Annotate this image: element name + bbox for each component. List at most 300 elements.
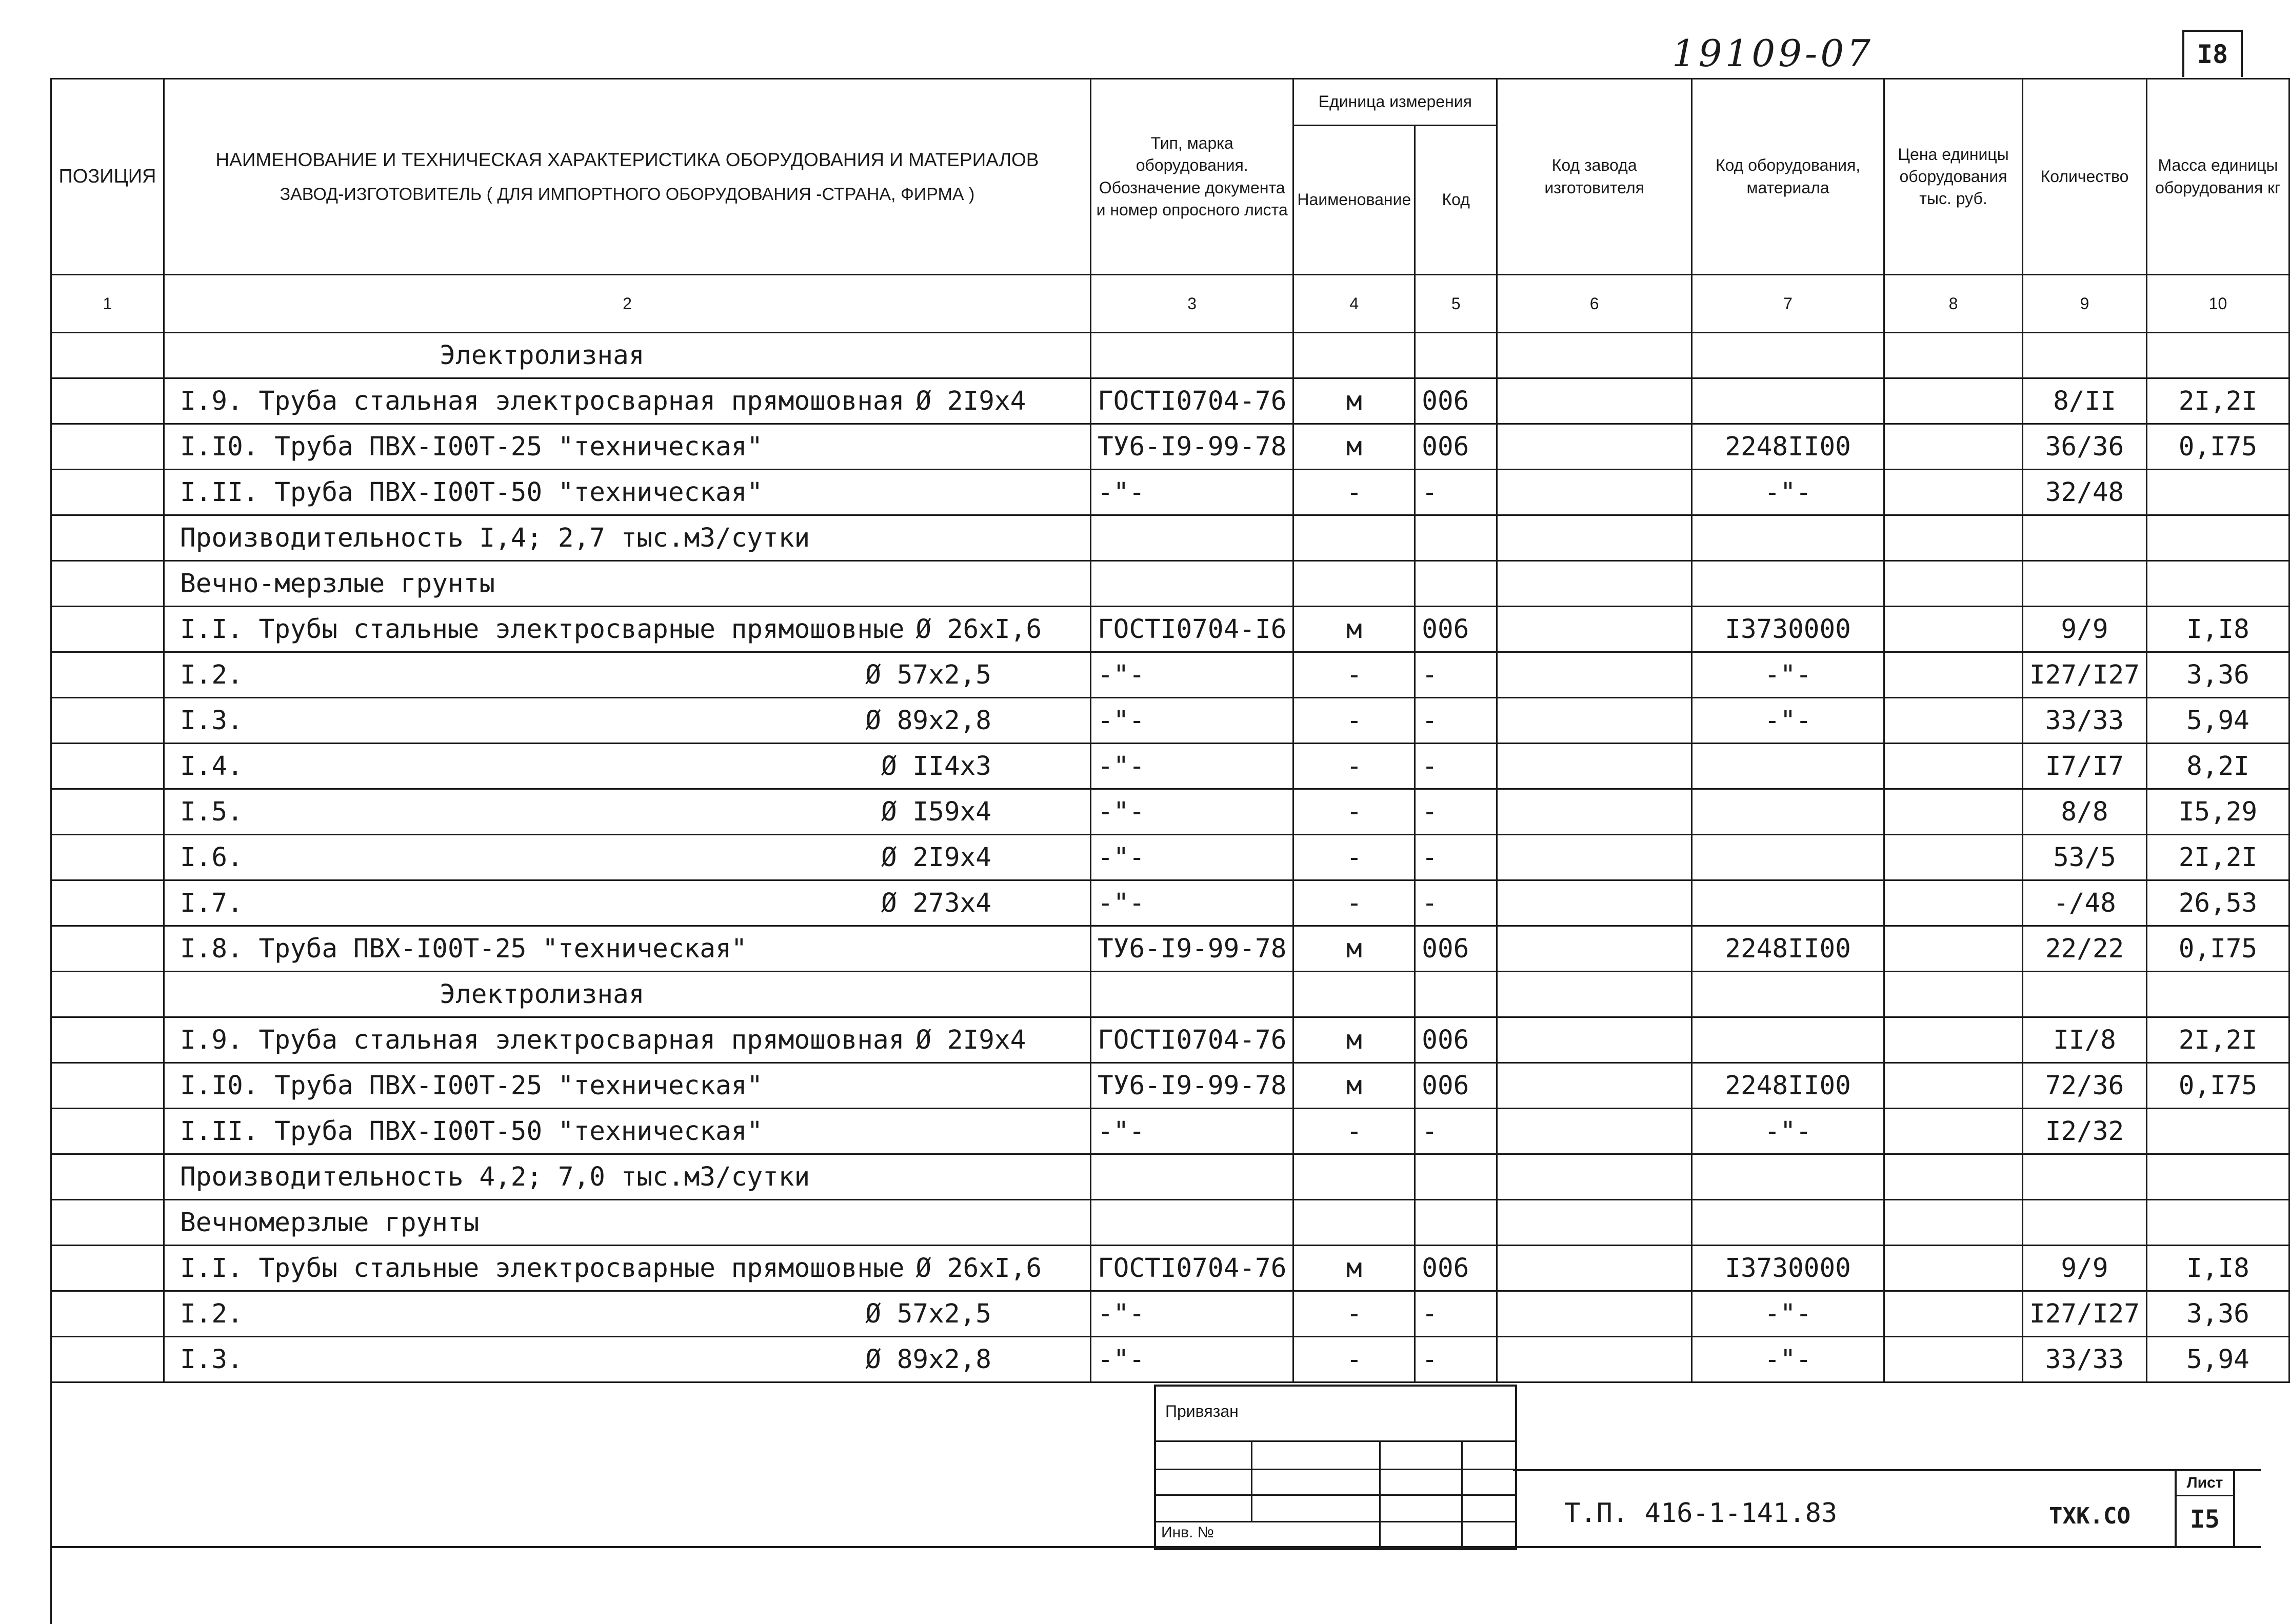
- group-caption: Производительность I,4; 2,7 тыс.м3/сутки: [164, 515, 1090, 561]
- unit-code-cell: -: [1415, 1109, 1497, 1154]
- empty-cell: [1415, 333, 1497, 378]
- empty-cell: [2023, 515, 2147, 561]
- item-diameter-inline: Ø 26xI,6: [915, 614, 1042, 645]
- header-name-line1: НАИМЕНОВАНИЕ И ТЕХНИЧЕСКАЯ ХАРАКТЕРИСТИКА ОБОРУДОВАНИЯ И МАТЕРИАЛОВ: [168, 142, 1087, 178]
- document-cell: ГОСТI0704-76: [1090, 1017, 1293, 1063]
- position-cell: [51, 880, 164, 926]
- empty-cell: [1692, 333, 1884, 378]
- section-title: Электролизная: [440, 979, 644, 1010]
- unit-cell: м: [1293, 1017, 1415, 1063]
- item-diameter: Ø 89x2,8: [865, 706, 1084, 736]
- table-header: [51, 79, 2289, 333]
- item-name: I.9. Труба стальная электросварная прямошовная: [180, 1025, 904, 1055]
- unit-code-cell: 006: [1415, 607, 1497, 652]
- quantity-cell: 22/22: [2023, 926, 2147, 972]
- factory-code-cell: [1497, 789, 1692, 835]
- unit-code-cell: -: [1415, 1337, 1497, 1382]
- empty-cell: [1884, 333, 2023, 378]
- document-cell: -"-: [1090, 470, 1293, 515]
- unit-cell: м: [1293, 378, 1415, 424]
- mass-cell: 2I,2I: [2146, 835, 2289, 880]
- header-material-code: Код оборудования, материала: [1692, 79, 1884, 275]
- price-cell: [1884, 1291, 2023, 1337]
- column-number-cell: 7: [1692, 275, 1884, 333]
- table-row: [51, 1017, 2289, 1063]
- empty-cell: [2023, 1200, 2147, 1246]
- table-row: [51, 1246, 2289, 1291]
- material-code-cell: [1692, 744, 1884, 789]
- item-name: I.2.: [180, 1299, 243, 1329]
- item-diameter: Ø 89x2,8: [865, 1345, 1084, 1375]
- document-cell: -"-: [1090, 1109, 1293, 1154]
- item-name: I.5.: [180, 797, 243, 827]
- quantity-cell: -/48: [2023, 880, 2147, 926]
- unit-cell: м: [1293, 1063, 1415, 1109]
- header-unit-mass: Масса единицы оборудования кг: [2146, 79, 2289, 275]
- header-quantity: Количество: [2023, 79, 2147, 275]
- table-row: [51, 378, 2289, 424]
- item-name-cell: [164, 789, 1090, 835]
- factory-code-cell: [1497, 880, 1692, 926]
- unit-code-cell: 006: [1415, 926, 1497, 972]
- position-cell: [51, 1154, 164, 1200]
- item-name: I.2.: [180, 660, 243, 690]
- group-caption: Вечномерзлые грунты: [164, 1200, 1090, 1246]
- price-cell: [1884, 1063, 2023, 1109]
- empty-cell: [1293, 515, 1415, 561]
- position-cell: [51, 1200, 164, 1246]
- document-cell: ТУ6-I9-99-78: [1090, 926, 1293, 972]
- column-number-row: [51, 275, 2289, 333]
- table-row: [51, 789, 2289, 835]
- quantity-cell: 9/9: [2023, 1246, 2147, 1291]
- unit-cell: -: [1293, 698, 1415, 744]
- document-cell: -"-: [1090, 1337, 1293, 1382]
- table-row: [51, 835, 2289, 880]
- position-cell: [51, 1246, 164, 1291]
- document-cell: -"-: [1090, 652, 1293, 698]
- unit-cell: -: [1293, 744, 1415, 789]
- column-number-cell: 2: [164, 275, 1090, 333]
- quantity-cell: 32/48: [2023, 470, 2147, 515]
- column-number-cell: 5: [1415, 275, 1497, 333]
- document-cell: ГОСТI0704-76: [1090, 378, 1293, 424]
- unit-cell: -: [1293, 880, 1415, 926]
- empty-cell: [2023, 333, 2147, 378]
- column-number-cell: 1: [51, 275, 164, 333]
- empty-cell: [1884, 1154, 2023, 1200]
- item-name-cell: [164, 1109, 1090, 1154]
- section-title-cell: [164, 333, 1090, 378]
- empty-cell: [2146, 972, 2289, 1017]
- sheet-label: Лист: [2177, 1471, 2233, 1496]
- section-row: [51, 515, 2289, 561]
- price-cell: [1884, 1017, 2023, 1063]
- item-name-cell: [164, 744, 1090, 789]
- empty-cell: [1692, 1200, 1884, 1246]
- item-name: I.I0. Труба ПВХ-I00Т-25 "техническая": [180, 432, 763, 462]
- empty-cell: [1293, 1154, 1415, 1200]
- project-number: Т.П. 416-1-141.83: [1564, 1498, 1837, 1529]
- empty-cell: [1497, 1154, 1692, 1200]
- quantity-cell: 9/9: [2023, 607, 2147, 652]
- item-diameter: Ø 273x4: [881, 888, 1084, 918]
- sheet-number: I5: [2177, 1496, 2233, 1542]
- item-diameter: Ø 2I9x4: [881, 843, 1084, 873]
- empty-cell: [1415, 515, 1497, 561]
- item-name-cell: [164, 1291, 1090, 1337]
- item-name: I.I0. Труба ПВХ-I00Т-25 "техническая": [180, 1071, 763, 1101]
- quantity-cell: 36/36: [2023, 424, 2147, 470]
- position-cell: [51, 652, 164, 698]
- unit-cell: -: [1293, 1291, 1415, 1337]
- mass-cell: 8,2I: [2146, 744, 2289, 789]
- empty-cell: [1415, 561, 1497, 607]
- empty-cell: [1415, 972, 1497, 1017]
- empty-cell: [1090, 1154, 1293, 1200]
- unit-code-cell: -: [1415, 698, 1497, 744]
- table-row: [51, 1337, 2289, 1382]
- quantity-cell: 8/II: [2023, 378, 2147, 424]
- empty-cell: [1090, 972, 1293, 1017]
- document-cell: ТУ6-I9-99-78: [1090, 1063, 1293, 1109]
- position-cell: [51, 972, 164, 1017]
- item-diameter: Ø 57x2,5: [865, 660, 1084, 690]
- item-diameter-inline: Ø 26xI,6: [915, 1253, 1042, 1284]
- quantity-cell: II/8: [2023, 1017, 2147, 1063]
- sheet-box: [2175, 1471, 2235, 1548]
- item-name: I.3.: [180, 706, 243, 736]
- header-unit-name: Наименование: [1293, 126, 1415, 275]
- factory-code-cell: [1497, 1063, 1692, 1109]
- mass-cell: [2146, 470, 2289, 515]
- item-name-cell: [164, 835, 1090, 880]
- empty-cell: [1692, 515, 1884, 561]
- empty-cell: [2146, 333, 2289, 378]
- mass-cell: I5,29: [2146, 789, 2289, 835]
- unit-cell: -: [1293, 835, 1415, 880]
- table-row: [51, 744, 2289, 789]
- empty-cell: [1090, 1200, 1293, 1246]
- price-cell: [1884, 926, 2023, 972]
- document-cell: -"-: [1090, 1291, 1293, 1337]
- unit-code-cell: -: [1415, 789, 1497, 835]
- section-row: [51, 1154, 2289, 1200]
- position-cell: [51, 835, 164, 880]
- quantity-cell: 33/33: [2023, 698, 2147, 744]
- price-cell: [1884, 1246, 2023, 1291]
- unit-cell: -: [1293, 470, 1415, 515]
- price-cell: [1884, 835, 2023, 880]
- empty-cell: [2023, 972, 2147, 1017]
- section-title-cell: [164, 972, 1090, 1017]
- column-number-cell: 10: [2146, 275, 2289, 333]
- bound-stamp-box: [1154, 1385, 1517, 1550]
- empty-cell: [2146, 515, 2289, 561]
- group-caption: Вечно-мерзлые грунты: [164, 561, 1090, 607]
- header-position: ПОЗИЦИЯ: [51, 79, 164, 275]
- document-cell: ГОСТI0704-76: [1090, 1246, 1293, 1291]
- empty-cell: [1497, 515, 1692, 561]
- drawing-code: ТХК.СО: [2049, 1503, 2130, 1529]
- section-row: [51, 561, 2289, 607]
- item-name: I.4.: [180, 751, 243, 781]
- corner-page-number: I8: [2197, 39, 2228, 69]
- unit-code-cell: -: [1415, 652, 1497, 698]
- position-cell: [51, 1109, 164, 1154]
- material-code-cell: [1692, 378, 1884, 424]
- item-name: I.9. Труба стальная электросварная прямошовная: [180, 386, 904, 416]
- column-number-cell: 3: [1090, 275, 1293, 333]
- price-cell: [1884, 698, 2023, 744]
- column-number-cell: 9: [2023, 275, 2147, 333]
- table-row: [51, 1063, 2289, 1109]
- price-cell: [1884, 1337, 2023, 1382]
- unit-code-cell: -: [1415, 880, 1497, 926]
- empty-cell: [1692, 561, 1884, 607]
- document-cell: -"-: [1090, 880, 1293, 926]
- section-row: [51, 333, 2289, 378]
- item-name-cell: [164, 1017, 1090, 1063]
- document-cell: -"-: [1090, 835, 1293, 880]
- table-row: [51, 698, 2289, 744]
- section-title: Электролизная: [440, 340, 644, 371]
- item-name-cell: [164, 926, 1090, 972]
- empty-cell: [1293, 972, 1415, 1017]
- table-row: [51, 880, 2289, 926]
- unit-cell: м: [1293, 926, 1415, 972]
- header-unit-group: Единица измерения: [1293, 79, 1497, 126]
- unit-code-cell: 006: [1415, 1063, 1497, 1109]
- header-name: [164, 79, 1090, 275]
- factory-code-cell: [1497, 1337, 1692, 1382]
- material-code-cell: 2248II00: [1692, 424, 1884, 470]
- mass-cell: I,I8: [2146, 607, 2289, 652]
- unit-cell: м: [1293, 1246, 1415, 1291]
- position-cell: [51, 333, 164, 378]
- factory-code-cell: [1497, 744, 1692, 789]
- price-cell: [1884, 424, 2023, 470]
- section-row: [51, 1200, 2289, 1246]
- position-cell: [51, 561, 164, 607]
- unit-cell: м: [1293, 607, 1415, 652]
- table-row: [51, 1109, 2289, 1154]
- item-name: I.7.: [180, 888, 243, 918]
- empty-cell: [1293, 1200, 1415, 1246]
- unit-code-cell: -: [1415, 835, 1497, 880]
- empty-cell: [1884, 561, 2023, 607]
- header-unit-price: Цена единицы оборудования тыс. руб.: [1884, 79, 2023, 275]
- factory-code-cell: [1497, 1291, 1692, 1337]
- factory-code-cell: [1497, 607, 1692, 652]
- material-code-cell: -"-: [1692, 1109, 1884, 1154]
- empty-cell: [1692, 972, 1884, 1017]
- item-name-cell: [164, 652, 1090, 698]
- factory-code-cell: [1497, 378, 1692, 424]
- header-type-mark: Тип, марка оборудования. Обозначение документа и номер опросного листа: [1090, 79, 1293, 275]
- position-cell: [51, 1337, 164, 1382]
- material-code-cell: -"-: [1692, 1291, 1884, 1337]
- price-cell: [1884, 744, 2023, 789]
- factory-code-cell: [1497, 835, 1692, 880]
- factory-code-cell: [1497, 1017, 1692, 1063]
- header-unit-code: Код: [1415, 126, 1497, 275]
- quantity-cell: I7/I7: [2023, 744, 2147, 789]
- quantity-cell: 33/33: [2023, 1337, 2147, 1382]
- column-number-cell: 8: [1884, 275, 2023, 333]
- document-cell: -"-: [1090, 698, 1293, 744]
- empty-cell: [1415, 1154, 1497, 1200]
- material-code-cell: 2248II00: [1692, 1063, 1884, 1109]
- mass-cell: 0,I75: [2146, 1063, 2289, 1109]
- quantity-cell: 72/36: [2023, 1063, 2147, 1109]
- item-name: I.6.: [180, 843, 243, 873]
- empty-cell: [1692, 1154, 1884, 1200]
- factory-code-cell: [1497, 698, 1692, 744]
- material-code-cell: [1692, 1017, 1884, 1063]
- unit-code-cell: -: [1415, 1291, 1497, 1337]
- mass-cell: I,I8: [2146, 1246, 2289, 1291]
- empty-cell: [2146, 561, 2289, 607]
- mass-cell: 5,94: [2146, 698, 2289, 744]
- factory-code-cell: [1497, 424, 1692, 470]
- empty-cell: [2023, 561, 2147, 607]
- empty-cell: [1497, 561, 1692, 607]
- position-cell: [51, 698, 164, 744]
- column-number-cell: 6: [1497, 275, 1692, 333]
- empty-cell: [1293, 561, 1415, 607]
- item-name-cell: [164, 470, 1090, 515]
- item-name: I.3.: [180, 1345, 243, 1375]
- material-code-cell: -"-: [1692, 698, 1884, 744]
- mass-cell: 0,I75: [2146, 424, 2289, 470]
- quantity-cell: I27/I27: [2023, 1291, 2147, 1337]
- item-diameter: Ø 57x2,5: [865, 1299, 1084, 1329]
- empty-cell: [1090, 561, 1293, 607]
- price-cell: [1884, 652, 2023, 698]
- mass-cell: [2146, 1109, 2289, 1154]
- position-cell: [51, 470, 164, 515]
- unit-code-cell: 006: [1415, 424, 1497, 470]
- mass-cell: 26,53: [2146, 880, 2289, 926]
- empty-cell: [1884, 972, 2023, 1017]
- empty-cell: [1497, 1200, 1692, 1246]
- title-block: [1513, 1469, 2261, 1548]
- quantity-cell: 53/5: [2023, 835, 2147, 880]
- price-cell: [1884, 880, 2023, 926]
- item-name-cell: [164, 424, 1090, 470]
- position-cell: [51, 1291, 164, 1337]
- item-diameter: Ø I59x4: [881, 797, 1084, 827]
- item-name: I.II. Труба ПВХ-I00Т-50 "техническая": [180, 477, 763, 508]
- material-code-cell: I3730000: [1692, 607, 1884, 652]
- item-name: I.8. Труба ПВХ-I00Т-25 "техническая": [180, 934, 747, 964]
- unit-cell: -: [1293, 1109, 1415, 1154]
- position-cell: [51, 1063, 164, 1109]
- position-cell: [51, 424, 164, 470]
- position-cell: [51, 378, 164, 424]
- price-cell: [1884, 789, 2023, 835]
- factory-code-cell: [1497, 1109, 1692, 1154]
- header-name-line2: ЗАВОД-ИЗГОТОВИТЕЛЬ ( ДЛЯ ИМПОРТНОГО ОБОРУДОВАНИЯ -СТРАНА, ФИРМА ): [168, 178, 1087, 211]
- unit-code-cell: 006: [1415, 378, 1497, 424]
- price-cell: [1884, 378, 2023, 424]
- item-diameter-inline: Ø 2I9x4: [915, 386, 1026, 416]
- item-name-cell: [164, 880, 1090, 926]
- column-number-cell: 4: [1293, 275, 1415, 333]
- position-cell: [51, 1017, 164, 1063]
- unit-code-cell: -: [1415, 744, 1497, 789]
- item-name-cell: [164, 1063, 1090, 1109]
- empty-cell: [1497, 972, 1692, 1017]
- table-row: [51, 652, 2289, 698]
- empty-cell: [2146, 1200, 2289, 1246]
- item-name: I.I. Трубы стальные электросварные прямошовные: [180, 1253, 904, 1284]
- mass-cell: 2I,2I: [2146, 378, 2289, 424]
- item-diameter-inline: Ø 2I9x4: [915, 1025, 1026, 1055]
- item-name-cell: [164, 1246, 1090, 1291]
- mass-cell: 3,36: [2146, 1291, 2289, 1337]
- unit-cell: м: [1293, 424, 1415, 470]
- document-cell: -"-: [1090, 789, 1293, 835]
- quantity-cell: I2/32: [2023, 1109, 2147, 1154]
- document-number: 19109-07: [1672, 32, 1874, 75]
- empty-cell: [1884, 515, 2023, 561]
- empty-cell: [2146, 1154, 2289, 1200]
- empty-cell: [1090, 515, 1293, 561]
- table-body: [51, 333, 2289, 1382]
- table-row: [51, 470, 2289, 515]
- material-code-cell: [1692, 880, 1884, 926]
- mass-cell: 5,94: [2146, 1337, 2289, 1382]
- item-name-cell: [164, 607, 1090, 652]
- material-code-cell: [1692, 789, 1884, 835]
- material-code-cell: 2248II00: [1692, 926, 1884, 972]
- position-cell: [51, 607, 164, 652]
- table-row: [51, 607, 2289, 652]
- mass-cell: 3,36: [2146, 652, 2289, 698]
- table-row: [51, 424, 2289, 470]
- mass-cell: 0,I75: [2146, 926, 2289, 972]
- item-name-cell: [164, 698, 1090, 744]
- section-row: [51, 972, 2289, 1017]
- table-row: [51, 926, 2289, 972]
- position-cell: [51, 926, 164, 972]
- material-code-cell: -"-: [1692, 652, 1884, 698]
- empty-cell: [1090, 333, 1293, 378]
- quantity-cell: I27/I27: [2023, 652, 2147, 698]
- document-cell: ТУ6-I9-99-78: [1090, 424, 1293, 470]
- unit-cell: -: [1293, 652, 1415, 698]
- material-code-cell: I3730000: [1692, 1246, 1884, 1291]
- unit-code-cell: 006: [1415, 1017, 1497, 1063]
- factory-code-cell: [1497, 1246, 1692, 1291]
- material-code-cell: -"-: [1692, 470, 1884, 515]
- empty-cell: [1415, 1200, 1497, 1246]
- item-name-cell: [164, 1337, 1090, 1382]
- document-cell: ГОСТI0704-I6: [1090, 607, 1293, 652]
- document-cell: -"-: [1090, 744, 1293, 789]
- price-cell: [1884, 1109, 2023, 1154]
- bound-stamp-label: Привязан: [1165, 1402, 1239, 1421]
- empty-cell: [1884, 1200, 2023, 1246]
- position-cell: [51, 515, 164, 561]
- header-factory-code: Код завода изготовителя: [1497, 79, 1692, 275]
- unit-cell: -: [1293, 789, 1415, 835]
- material-code-cell: [1692, 835, 1884, 880]
- mass-cell: 2I,2I: [2146, 1017, 2289, 1063]
- table-row: [51, 1291, 2289, 1337]
